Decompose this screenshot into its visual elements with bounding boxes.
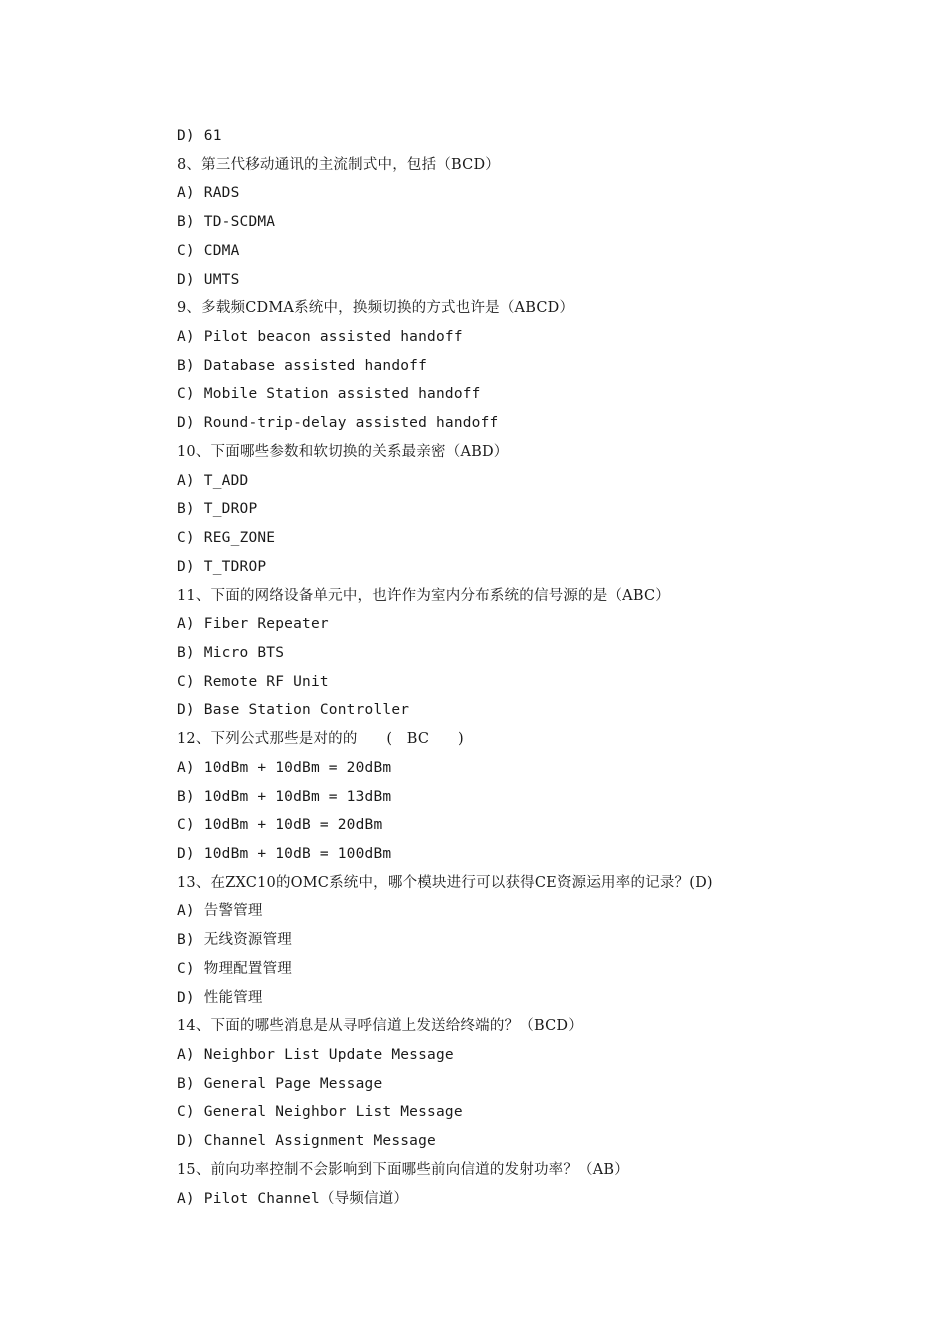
answer-option: A) Fiber Repeater [177,616,329,633]
answer-option: D) 61 [177,128,222,144]
answer-option: C) Remote RF Unit [177,673,329,690]
answer-option: A) 10dBm + 10dBm = 20dBm [177,759,392,776]
answer-option: B) Database assisted handoff [177,357,428,374]
question-text: 14、下面的哪些消息是从寻呼信道上发送给终端的？（BCD） [177,1018,583,1035]
answer-option: A) Neighbor List Update Message [177,1047,454,1063]
answer-option: A) Pilot beacon assisted handoff [177,329,463,346]
answer-option: C) REG_ZONE [177,530,276,547]
answer-option: A) Pilot Channel（导频信道） [177,1190,409,1207]
answer-option: A) T_ADD [177,472,249,489]
question-text: 8、第三代移动通讯的主流制式中，包括（BCD） [177,156,500,173]
document-page [177,122,877,1213]
answer-option: A) RADS [177,185,240,202]
answer-option: D) Round-trip-delay assisted handoff [177,415,499,432]
answer-option: B) TD-SCDMA [177,214,276,231]
answer-option: C) 10dBm + 10dB = 20dBm [177,817,383,834]
answer-option: D) T_TDROP [177,558,267,575]
answer-option: B) Micro BTS [177,644,285,661]
answer-option: C) CDMA [177,242,240,259]
answer-option: D) Base Station Controller [177,702,410,719]
answer-option: A) 告警管理 [177,903,263,920]
answer-option: D) 性能管理 [177,989,263,1006]
answer-option: C) General Neighbor List Message [177,1104,463,1121]
answer-option: D) UMTS [177,271,240,288]
question-text: 11、下面的网络设备单元中，也许作为室内分布系统的信号源的是（ABC） [177,587,670,604]
answer-option: B) General Page Message [177,1075,383,1092]
question-text: 9、多载频CDMA系统中，换频切换的方式也许是（ABCD） [177,300,575,317]
question-text: 12、下列公式那些是对的的 ( BC ) [177,731,464,748]
question-text: 13、在ZXC10的OMC系统中，哪个模块进行可以获得CE资源运用率的记录？(D) [177,874,713,891]
answer-option: B) T_DROP [177,501,258,518]
question-text: 15、前向功率控制不会影响到下面哪些前向信道的发射功率？（AB） [177,1161,629,1178]
answer-option: C) Mobile Station assisted handoff [177,386,481,403]
answer-option: C) 物理配置管理 [177,960,292,977]
answer-option: D) 10dBm + 10dB = 100dBm [177,845,392,862]
answer-option: B) 无线资源管理 [177,932,292,949]
question-text: 10、下面哪些参数和软切换的关系最亲密（ABD） [177,443,509,460]
answer-option: D) Channel Assignment Message [177,1133,436,1150]
answer-option: B) 10dBm + 10dBm = 13dBm [177,788,392,805]
